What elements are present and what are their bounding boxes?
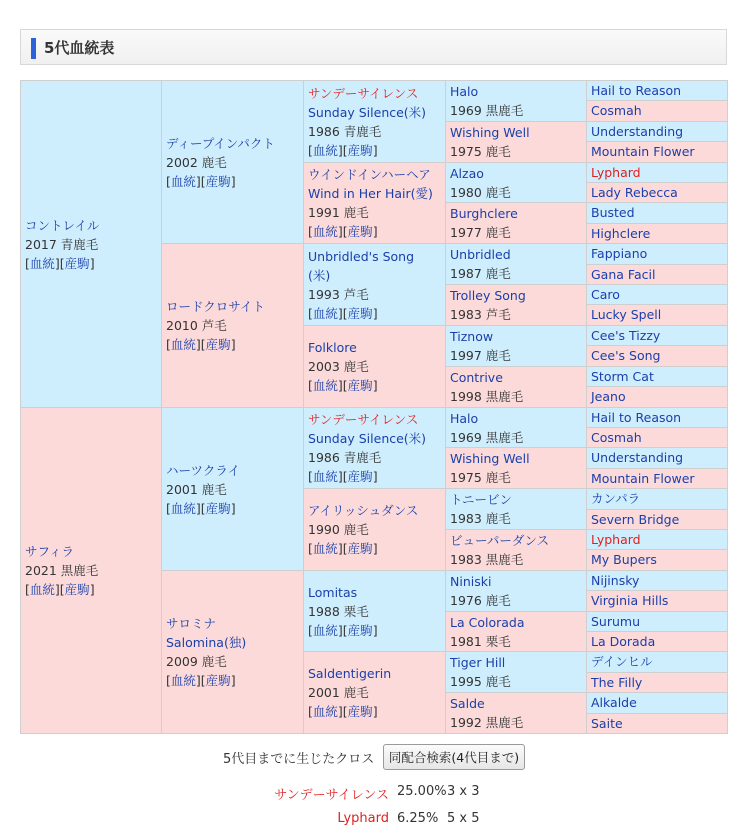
bracket: [: [166, 500, 171, 516]
blood-link[interactable]: 血統: [312, 469, 338, 484]
pedigree-cell-gen5: [587, 510, 727, 529]
bracket: [: [308, 142, 313, 158]
bracket: [: [166, 673, 171, 688]
offspring-link[interactable]: 産駒: [347, 622, 373, 638]
bracket: ]: [230, 500, 236, 516]
pedigree-cell-gen5: [587, 163, 727, 182]
pedigree-cell-gen3: [304, 326, 445, 407]
bracket: [: [25, 255, 30, 271]
bracket: ][: [337, 541, 348, 556]
cross-horse-link[interactable]: サンデーサイレンス: [274, 788, 389, 803]
bracket: ]: [372, 622, 378, 638]
horse-info: 1975 鹿毛: [450, 470, 511, 485]
section-header: [20, 29, 727, 65]
pedigree-cell-gen5: [587, 265, 727, 284]
bracket: ]: [372, 378, 378, 393]
horse-name-link[interactable]: Lady Rebecca: [591, 184, 678, 200]
horse-name-link[interactable]: Hail to Reason: [591, 82, 682, 98]
horse-name-link[interactable]: Trolley Song: [450, 288, 526, 303]
bracket: ]: [230, 173, 236, 189]
horse-name-link[interactable]: Mountain Flower: [591, 470, 695, 486]
pedigree-cell-gen5: [587, 489, 727, 509]
pedigree-cell-gen5: [587, 612, 727, 631]
blood-link[interactable]: 血統: [312, 541, 338, 556]
blood-link[interactable]: 血統: [312, 142, 338, 158]
pedigree-cell-gen3: [304, 652, 445, 733]
horse-links: [166, 499, 299, 518]
pedigree-cell-gen4: [446, 530, 586, 570]
horse-info: 1981 栗毛: [450, 633, 511, 649]
horse-name-link[interactable]: Lucky Spell: [591, 307, 662, 322]
cross-section: [0, 743, 746, 837]
horse-info: 1983 芦毛: [450, 307, 511, 322]
pedigree-cell-gen1: [21, 408, 161, 733]
pedigree-cell-gen5: [587, 652, 727, 672]
offspring-link[interactable]: 産駒: [347, 541, 373, 556]
offspring-link[interactable]: 産駒: [347, 305, 373, 321]
pedigree-cell-gen5: [587, 408, 727, 427]
bracket: [: [166, 173, 171, 189]
cross-horse-link[interactable]: Lyphard: [337, 811, 389, 826]
pedigree-cell-gen3: [304, 81, 445, 162]
horse-name-link[interactable]: サンデーサイレンス: [308, 85, 419, 101]
pedigree-cell-gen2: [162, 244, 303, 407]
pedigree-cell-gen4: [446, 448, 586, 488]
horse-info: 2002 鹿毛: [166, 154, 227, 170]
cross-percent: 25.00%: [397, 784, 447, 799]
pedigree-cell-gen3: [304, 408, 445, 488]
blood-link[interactable]: 血統: [312, 622, 338, 638]
pedigree-cell-gen5: [587, 428, 727, 447]
horse-name-link[interactable]: Wishing Well: [450, 125, 530, 140]
horse-name-link[interactable]: Understanding: [591, 123, 684, 139]
bracket: [: [308, 541, 313, 556]
horse-name-link[interactable]: Busted: [591, 205, 635, 220]
cross-generation: 3 x 3: [447, 784, 480, 799]
pedigree-cell-gen5: [587, 142, 727, 162]
pedigree-table: [20, 80, 728, 734]
bracket: ][: [337, 142, 348, 158]
offspring-link[interactable]: 産駒: [205, 673, 231, 688]
horse-name-link[interactable]: Saldentigerin: [308, 666, 392, 681]
bracket: ][: [337, 305, 348, 321]
section-title: 5代血統表: [44, 39, 115, 57]
horse-name-link[interactable]: Alkalde: [591, 695, 637, 710]
horse-info: 2010 芦毛: [166, 318, 227, 333]
horse-links: [308, 304, 441, 323]
bracket: ][: [195, 673, 206, 688]
horse-name-link[interactable]: Alzao: [450, 165, 484, 181]
horse-name-link[interactable]: ロードクロサイト: [166, 299, 265, 314]
blood-link[interactable]: 血統: [29, 582, 55, 597]
horse-info: 1977 鹿毛: [450, 225, 511, 240]
pedigree-cell-gen5: [587, 326, 727, 345]
horse-links: [308, 467, 441, 486]
horse-name-link[interactable]: Burghclere: [450, 206, 518, 221]
horse-name-link[interactable]: The Filly: [591, 674, 643, 690]
horse-name-link[interactable]: Wishing Well: [450, 451, 530, 466]
pedigree-cell-gen5: [587, 285, 727, 304]
bracket: ]: [89, 255, 95, 271]
horse-name-link[interactable]: Storm Cat: [591, 368, 654, 384]
horse-name-link[interactable]: Jeano: [591, 389, 626, 404]
bracket: ]: [230, 673, 236, 688]
pedigree-cell-gen4: [446, 81, 586, 121]
pedigree-cell-gen4: [446, 244, 586, 284]
horse-name-link[interactable]: Cee's Song: [591, 348, 661, 363]
pedigree-cell-gen4: [446, 612, 586, 651]
pedigree-cell-gen2: [162, 571, 303, 733]
offspring-link[interactable]: 産駒: [205, 173, 231, 189]
bracket: ][: [195, 337, 206, 352]
horse-name-link[interactable]: Tiznow: [450, 329, 494, 344]
horse-name-link[interactable]: Fappiano: [591, 246, 648, 261]
horse-info: 2003 鹿毛: [308, 359, 369, 374]
offspring-link[interactable]: 産駒: [347, 469, 373, 484]
horse-name-link[interactable]: Lyphard: [591, 164, 641, 180]
horse-info: 2001 鹿毛: [166, 481, 227, 497]
horse-name-link[interactable]: Gana Facil: [591, 266, 656, 282]
offspring-link[interactable]: 産駒: [347, 142, 373, 158]
offspring-link[interactable]: 産駒: [205, 337, 231, 352]
blood-link[interactable]: 血統: [312, 704, 338, 719]
horse-links: [25, 254, 157, 273]
same-breeding-search-button[interactable]: 同配合検索(4代目まで): [383, 744, 525, 770]
horse-name-link[interactable]: Saite: [591, 715, 623, 731]
pedigree-cell-gen3: [304, 489, 445, 570]
pedigree-cell-gen5: [587, 367, 727, 386]
bracket: [: [166, 337, 171, 352]
bracket: ][: [337, 224, 348, 239]
horse-name-link[interactable]: Nijinsky: [591, 572, 640, 588]
offspring-link[interactable]: 産駒: [64, 255, 90, 271]
pedigree-cell-gen4: [446, 285, 586, 325]
horse-links: [308, 376, 441, 395]
bracket: [: [308, 305, 313, 321]
bracket: ]: [372, 704, 378, 719]
horse-links: [166, 335, 299, 354]
bracket: ]: [89, 582, 95, 597]
bracket: ][: [195, 173, 206, 189]
bracket: [: [308, 622, 313, 638]
horse-links: [308, 621, 441, 640]
horse-info: 1969 黒鹿毛: [450, 429, 524, 445]
pedigree-cell-gen2: [162, 81, 303, 243]
pedigree-cell-gen3: [304, 163, 445, 243]
pedigree-cell-gen4: [446, 122, 586, 162]
pedigree-cell-gen4: [446, 326, 586, 366]
bracket: [: [308, 704, 313, 719]
horse-name-link[interactable]: Unbridled: [450, 247, 511, 262]
horse-name-link[interactable]: Mountain Flower: [591, 144, 695, 159]
pedigree-cell-gen4: [446, 163, 586, 202]
blood-link[interactable]: 血統: [170, 337, 196, 352]
horse-info: 1969 黒鹿毛: [450, 103, 524, 118]
horse-origin-name[interactable]: Salomina(独): [166, 635, 247, 650]
horse-name-link[interactable]: Lomitas: [308, 584, 358, 600]
horse-name-link[interactable]: La Colorada: [450, 614, 525, 630]
pedigree-cell-gen3: [304, 571, 445, 651]
horse-name-link[interactable]: Virginia Hills: [591, 593, 669, 608]
horse-info: 2009 鹿毛: [166, 654, 227, 669]
horse-info: 1986 青鹿毛: [308, 123, 382, 139]
horse-name-link[interactable]: Hail to Reason: [591, 409, 682, 425]
pedigree-cell-gen1: [21, 81, 161, 407]
blood-link[interactable]: 血統: [312, 305, 338, 321]
pedigree-cell-gen5: [587, 571, 727, 590]
horse-name-link[interactable]: Halo: [450, 410, 479, 426]
pedigree-cell-gen5: [587, 530, 727, 549]
pedigree-cell-gen4: [446, 489, 586, 529]
blood-link[interactable]: 血統: [312, 224, 338, 239]
horse-name-link[interactable]: Surumu: [591, 613, 641, 629]
pedigree-cell-gen5: [587, 81, 727, 100]
bracket: ]: [372, 305, 378, 321]
pedigree-cell-gen5: [587, 122, 727, 141]
bracket: [: [308, 224, 313, 239]
bracket: ][: [337, 469, 348, 484]
pedigree-cell-gen5: [587, 673, 727, 692]
horse-origin-name[interactable]: Sunday Silence(米): [308, 431, 427, 446]
pedigree-cell-gen5: [587, 101, 727, 121]
cross-percent: 6.25%: [397, 811, 439, 826]
pedigree-cell-gen5: [587, 591, 727, 611]
bracket: ][: [337, 622, 348, 638]
horse-name-link[interactable]: La Dorada: [591, 633, 656, 649]
pedigree-cell-gen5: [587, 305, 727, 325]
horse-name-link[interactable]: My Bupers: [591, 552, 657, 567]
horse-name-link[interactable]: Niniski: [450, 574, 492, 589]
horse-name-link[interactable]: Cosmah: [591, 429, 642, 445]
horse-info: 1975 鹿毛: [450, 144, 511, 159]
horse-links: [308, 141, 441, 160]
pedigree-cell-gen5: [587, 346, 727, 366]
pedigree-cell-gen5: [587, 183, 727, 202]
horse-links: [166, 671, 299, 690]
horse-name-link[interactable]: Cosmah: [591, 103, 642, 118]
horse-info: 1993 芦毛: [308, 286, 369, 302]
horse-name-link[interactable]: Tiger Hill: [450, 655, 506, 670]
horse-name-link[interactable]: コントレイル: [25, 217, 100, 233]
horse-name-link[interactable]: Halo: [450, 84, 479, 99]
horse-name-link[interactable]: Unbridled's Song: [308, 248, 415, 264]
horse-info: 1998 黒鹿毛: [450, 389, 524, 404]
horse-info: 1992 黒鹿毛: [450, 715, 524, 730]
horse-origin-name[interactable]: Sunday Silence(米): [308, 104, 427, 120]
bracket: ]: [372, 224, 378, 239]
pedigree-cell-gen4: [446, 693, 586, 733]
horse-name-link[interactable]: Understanding: [591, 450, 684, 465]
offspring-link[interactable]: 産駒: [347, 704, 373, 719]
cross-row: [0, 811, 746, 831]
horse-info: 1988 栗毛: [308, 603, 369, 619]
horse-links: [25, 580, 157, 599]
pedigree-cell-gen5: [587, 469, 727, 488]
pedigree-cell-gen5: [587, 244, 727, 264]
blood-link[interactable]: 血統: [312, 378, 338, 393]
horse-origin-name[interactable]: Wind in Her Hair(愛): [308, 186, 433, 201]
horse-links: [308, 702, 441, 721]
horse-info: 2017 青鹿毛: [25, 236, 99, 252]
horse-name-link[interactable]: ハーツクライ: [166, 462, 241, 478]
bracket: ][: [337, 378, 348, 393]
pedigree-cell-gen4: [446, 652, 586, 692]
bracket: ]: [230, 337, 236, 352]
horse-info: 1990 鹿毛: [308, 522, 369, 537]
pedigree-cell-gen5: [587, 448, 727, 468]
horse-origin-name[interactable]: (米): [308, 267, 331, 283]
blood-link[interactable]: 血統: [29, 255, 55, 271]
horse-info: 1983 黒鹿毛: [450, 552, 524, 567]
offspring-link[interactable]: 産駒: [347, 378, 373, 393]
pedigree-cell-gen5: [587, 693, 727, 713]
horse-info: 2021 黒鹿毛: [25, 563, 99, 578]
horse-name-link[interactable]: Folklore: [308, 340, 357, 355]
pedigree-cell-gen5: [587, 632, 727, 651]
bracket: ]: [372, 142, 378, 158]
bracket: [: [308, 469, 313, 484]
blood-link[interactable]: 血統: [170, 673, 196, 688]
cross-generation: 5 x 5: [447, 811, 480, 826]
cross-label: 5代目までに生じたクロス: [223, 752, 375, 767]
bracket: [: [25, 582, 30, 597]
horse-links: [308, 222, 441, 241]
pedigree-cell-gen5: [587, 387, 727, 407]
header-accent-bar: [31, 38, 36, 59]
horse-info: 1983 鹿毛: [450, 511, 511, 526]
horse-info: 1991 鹿毛: [308, 205, 369, 220]
horse-name-link[interactable]: ディープインパクト: [166, 135, 275, 151]
horse-name-link[interactable]: Cee's Tizzy: [591, 327, 661, 343]
bracket: ]: [372, 469, 378, 484]
horse-name-link[interactable]: トニービン: [450, 492, 513, 507]
blood-link[interactable]: 血統: [170, 500, 196, 516]
horse-name-link[interactable]: アイリッシュダンス: [308, 503, 419, 518]
horse-links: [166, 172, 299, 191]
offspring-link[interactable]: 産駒: [347, 224, 373, 239]
horse-name-link[interactable]: Highclere: [591, 225, 651, 241]
bracket: ][: [54, 255, 65, 271]
bracket: [: [308, 378, 313, 393]
horse-info: 1997 鹿毛: [450, 348, 511, 363]
horse-info: 1976 鹿毛: [450, 593, 511, 608]
horse-name-link[interactable]: サロミナ: [166, 616, 217, 631]
pedigree-cell-gen5: [587, 224, 727, 243]
pedigree-cell-gen4: [446, 571, 586, 611]
pedigree-cell-gen3: [304, 244, 445, 325]
cross-row: [0, 784, 746, 804]
horse-name-link[interactable]: Contrive: [450, 370, 503, 385]
offspring-link[interactable]: 産駒: [205, 500, 231, 516]
horse-name-link[interactable]: ビューパーダンス: [450, 533, 550, 548]
pedigree-cell-gen5: [587, 714, 727, 733]
bracket: ]: [372, 541, 378, 556]
bracket: ][: [54, 582, 65, 597]
horse-name-link[interactable]: Severn Bridge: [591, 511, 680, 527]
horse-name-link[interactable]: Caro: [591, 286, 620, 302]
horse-info: 1987 鹿毛: [450, 266, 511, 281]
horse-name-link[interactable]: サフィラ: [25, 544, 75, 559]
horse-name-link[interactable]: ウインドインハーヘア: [308, 167, 431, 182]
pedigree-cell-gen5: [587, 203, 727, 223]
pedigree-cell-gen2: [162, 408, 303, 570]
horse-info: 1980 鹿毛: [450, 184, 511, 200]
horse-info: 1995 鹿毛: [450, 674, 511, 689]
pedigree-cell-gen5: [587, 550, 727, 570]
offspring-link[interactable]: 産駒: [64, 582, 90, 597]
horse-name-link[interactable]: デインヒル: [591, 654, 653, 669]
pedigree-cell-gen4: [446, 367, 586, 407]
horse-info: 1986 青鹿毛: [308, 450, 382, 465]
horse-name-link[interactable]: カンパラ: [591, 491, 641, 506]
blood-link[interactable]: 血統: [170, 173, 196, 189]
bracket: ][: [337, 704, 348, 719]
pedigree-cell-gen4: [446, 408, 586, 447]
horse-info: 2001 鹿毛: [308, 685, 369, 700]
horse-links: [308, 539, 441, 558]
bracket: ][: [195, 500, 206, 516]
horse-name-link[interactable]: Lyphard: [591, 531, 641, 547]
horse-name-link[interactable]: サンデーサイレンス: [308, 412, 419, 427]
pedigree-cell-gen4: [446, 203, 586, 243]
horse-name-link[interactable]: Salde: [450, 696, 485, 711]
